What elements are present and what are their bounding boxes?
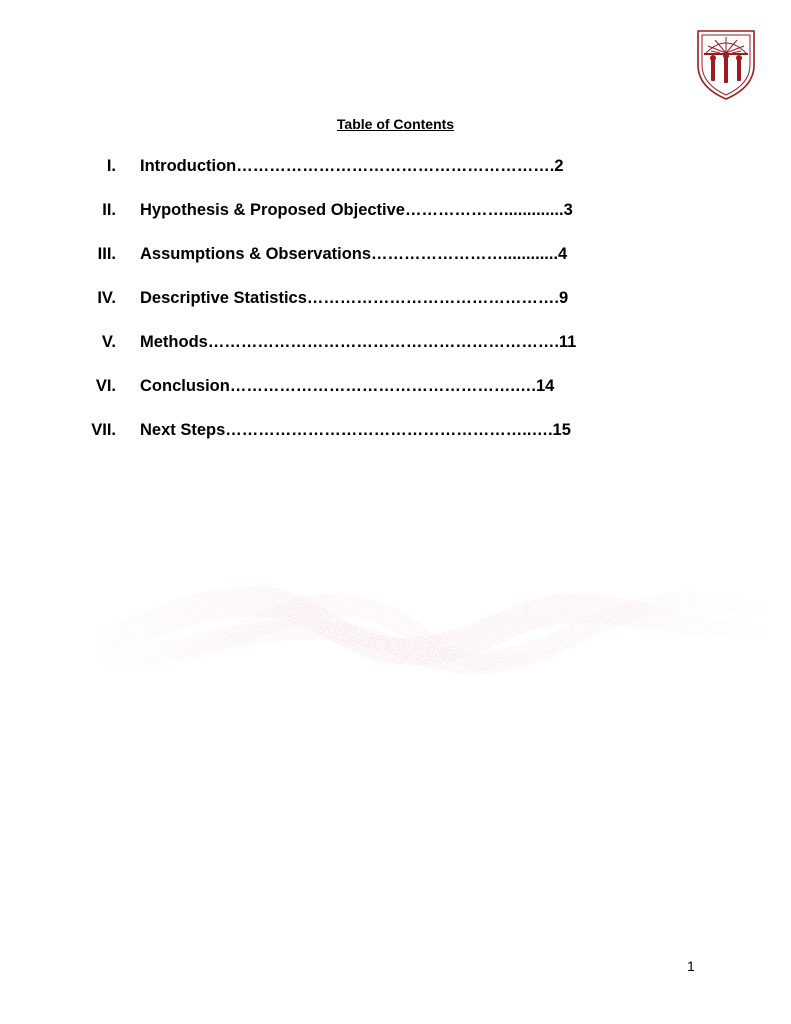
toc-entry-text: Hypothesis & Proposed Objective……………….............3 — [140, 201, 573, 219]
toc-title: Table of Contents — [336, 116, 455, 132]
toc-entry-introduction[interactable] — [0, 155, 791, 177]
toc-entry-text: Assumptions & Observations……………………............4 — [140, 245, 568, 263]
toc-numeral: I. — [106, 157, 116, 175]
toc-entry-assumptions[interactable] — [0, 243, 791, 265]
decorative-wave-icon — [93, 525, 768, 697]
toc-entry-hypothesis[interactable] — [0, 199, 791, 221]
toc-numeral: II. — [102, 201, 116, 219]
toc-entry-conclusion[interactable] — [0, 375, 791, 397]
toc-entry-text: Methods……………………………………………………….11 — [140, 333, 577, 351]
toc-numeral: V. — [101, 333, 116, 351]
toc-numeral: VII. — [91, 421, 116, 439]
toc-entry-text: Next Steps………………………………………………..….15 — [140, 421, 571, 439]
toc-entry-methods[interactable] — [0, 331, 791, 353]
toc-entry-next-steps[interactable] — [0, 419, 791, 441]
toc-numeral: VI. — [95, 377, 116, 395]
toc-entry-text: Introduction………………………………………………….2 — [140, 157, 564, 175]
toc-numeral: III. — [97, 245, 116, 263]
toc-entry-text: Conclusion…………………………………………….….14 — [140, 377, 555, 395]
university-crest-icon — [695, 27, 757, 101]
toc-numeral: IV. — [97, 289, 116, 307]
page-number: 1 — [687, 958, 695, 974]
toc-entry-descriptive-statistics[interactable] — [0, 287, 791, 309]
toc-entry-text: Descriptive Statistics……………………………………….9 — [140, 289, 569, 307]
